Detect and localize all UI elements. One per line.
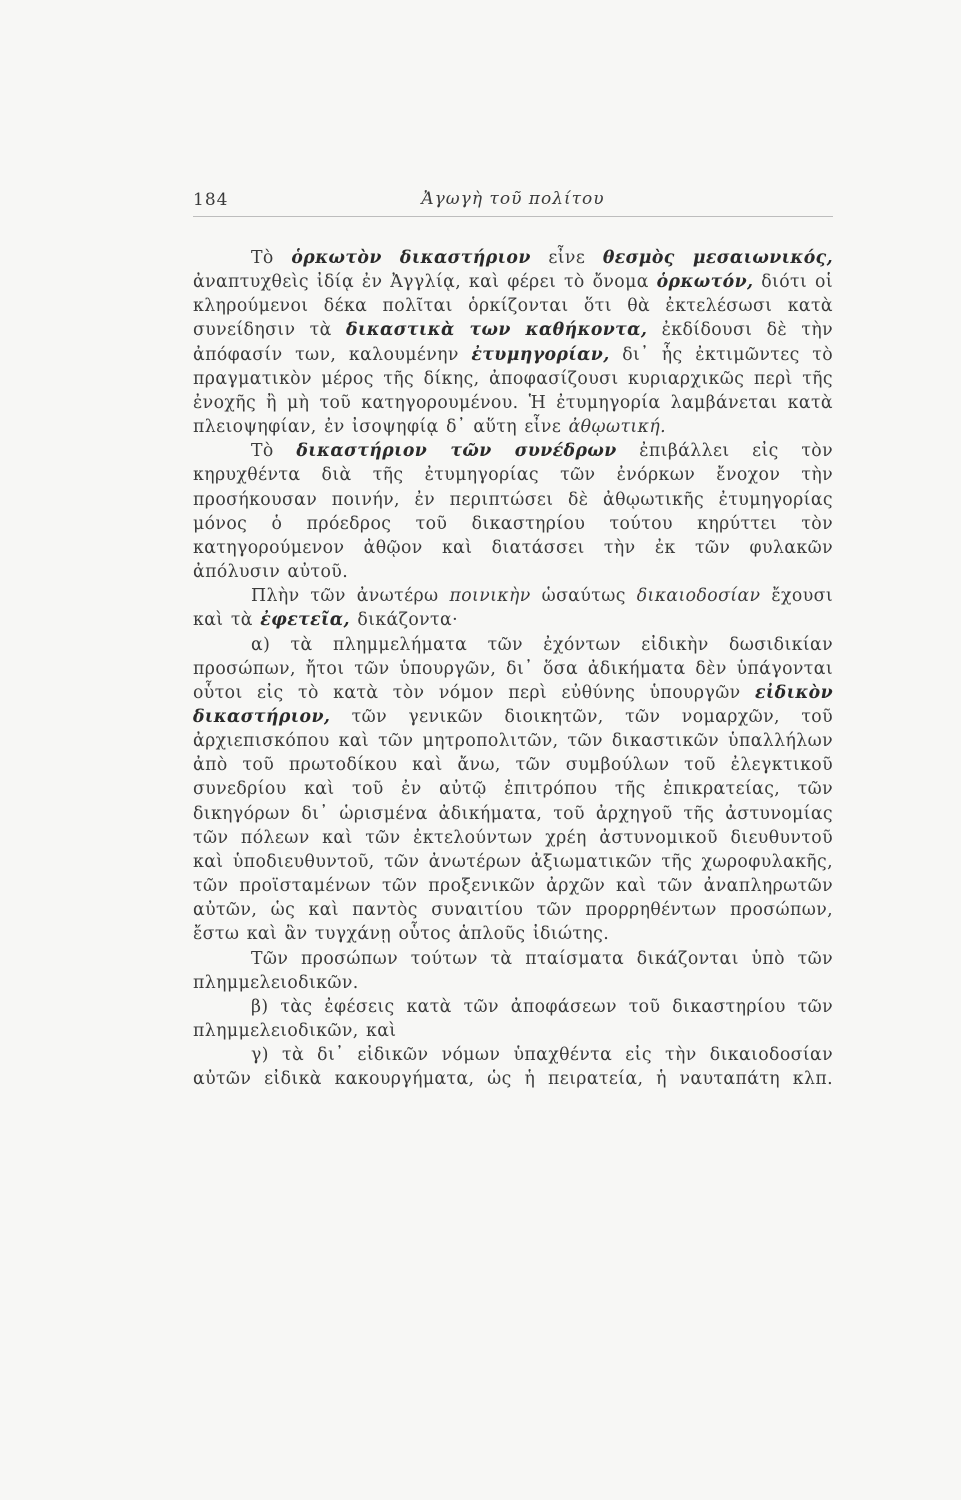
- paragraph-jury-court: [193, 246, 833, 439]
- running-title: Ἀγωγὴ τοῦ πολίτου: [421, 189, 605, 209]
- text-run: Τῶν προσώπων τούτων τὰ πταίσματα δικάζονται ὑπὸ τῶν πλημμελειοδικῶν.: [193, 948, 833, 993]
- text-run: εἶνε: [530, 248, 603, 268]
- text-run: α) τὰ πλημμελήματα τῶν ἐχόντων εἰδικὴν δωσιδικίαν προσώπων, ἤτοι τῶν ὑπουργῶν, δι᾽ ὅσα ἀδικήματα δὲν ὑπάγονται οὗτοι εἰς τὸ κατὰ τὸν νόμον περὶ εὐθύνης ὑπουργῶν: [193, 634, 833, 703]
- list-item-a: [193, 633, 833, 947]
- italic-term: δικαιοδοσίαν: [636, 586, 761, 607]
- emphasis-term: δικαστήριον τῶν συνέδρων: [296, 441, 617, 462]
- emphasis-term: ἐτυμηγορίαν,: [471, 344, 610, 365]
- text-body: [193, 246, 833, 1091]
- text-run: διότι οἱ κληρούμενοι δέκα πολῖται ὁρκίζονται ὅτι θὰ ἐκτελέσωσι κατὰ συνείδησιν τὰ: [193, 272, 833, 341]
- text-run: γ) τὰ δι᾽ εἰδικῶν νόμων ὑπαχθέντα εἰς τὴν δικαιοδοσίαν αὐτῶν εἰδικὰ κακουργήματα, ὡς ἡ πειρατεία, ἡ ναυταπάτη κλπ.: [193, 1045, 833, 1090]
- text-run: ὡσαύτως: [530, 586, 637, 607]
- text-run: Τὸ: [251, 441, 297, 462]
- page-number: 184: [193, 190, 229, 210]
- text-run: δικάζοντα·: [349, 610, 458, 631]
- paragraph-petty-offences: [193, 947, 833, 995]
- emphasis-term: θεσμὸς μεσαιωνικός,: [602, 248, 834, 268]
- emphasis-term: εἰδικὸν δικαστήριον,: [193, 682, 833, 727]
- text-run: ἐπιβάλλει εἰς τὸν κηρυχθέντα διὰ τῆς ἐτυμηγορίας τῶν ἐνόρκων ἔνοχον τὴν προσήκουσαν ποινήν, ἐν περιπτώσει δὲ ἀθῳωτικῆς ἐτυμηγορίας μόνος ὁ πρόεδρος τοῦ δικαστηρίου τούτου κηρύττει τὸν κατηγορούμενον ἀθῷον καὶ διατάσσει τὴν ἐκ τῶν φυλακῶν ἀπόλυσιν αὐτοῦ.: [193, 441, 834, 583]
- text-run: ἀναπτυχθεὶς ἰδίᾳ ἐν Ἀγγλίᾳ, καὶ φέρει τὸ ὄνομα: [193, 272, 657, 293]
- text-run: ἔχουσι καὶ τὰ: [193, 586, 833, 631]
- paragraph-assize-court: [193, 439, 833, 584]
- emphasis-term: δικαστικὰ των καθήκοντα,: [345, 320, 648, 341]
- paragraph-appeal-courts: [193, 584, 833, 632]
- text-run: Τὸ: [251, 248, 292, 268]
- page-header: [193, 186, 833, 217]
- list-item-b: [193, 995, 833, 1043]
- emphasis-term: ὁρκωτὸν δικαστήριον: [291, 248, 531, 268]
- text-run: β) τὰς ἐφέσεις κατὰ τῶν ἀποφάσεων τοῦ δικαστηρίου τῶν πλημμελειοδικῶν, καὶ: [193, 996, 833, 1041]
- list-item-c: [193, 1043, 833, 1091]
- text-run: τῶν γενικῶν διοικητῶν, τῶν νομαρχῶν, τοῦ ἀρχιεπισκόπου καὶ τῶν μητροπολιτῶν, τῶν δικαστικῶν ὑπαλλήλων ἀπὸ τοῦ πρωτοδίκου καὶ ἄνω, τῶν συμβούλων τοῦ ἐλεγκτικοῦ συνεδρίου καὶ τοῦ ἐν αὐτῷ ἐπιτρόπου τῆς ἐπικρατείας, τῶν δικηγόρων δι᾽ ὡρισμένα ἀδικήματα, τοῦ ἀρχηγοῦ τῆς ἀστυνομίας τῶν πόλεων καὶ τῶν ἐκτελούντων χρέη ἀστυνομικοῦ διευθυντοῦ καὶ ὑποδιευθυντοῦ, τῶν ἀνωτέρων ἀξιωματικῶν τῆς χωροφυλακῆς, τῶν προϊσταμένων τῶν προξενικῶν ἀρχῶν καὶ τῶν ἀναπληρωτῶν αὐτῶν, ὡς καὶ παντὸς συναιτίου τῶν προρρηθέντων προσώπων, ἔστω καὶ ἂν τυγχάνῃ οὗτος ἁπλοῦς ἰδιώτης.: [193, 706, 833, 945]
- emphasis-term: ὁρκωτόν,: [656, 272, 754, 293]
- text-run: δι᾽ ἧς ἐκτιμῶντες τὸ πραγματικὸν μέρος τῆς δίκης, ἀποφασίζουσι κυριαρχικῶς περὶ τῆς ἐνοχῆς ἢ μὴ τοῦ κατηγορουμένου. Ἡ ἐτυμηγορία λαμβάνεται κατὰ πλειοψηφίαν, ἐν ἰσοψηφίᾳ δ᾽ αὕτη εἶνε: [193, 344, 833, 438]
- text-run: ἐκδίδουσι δὲ τὴν ἀπόφασίν των, καλουμένην: [193, 320, 833, 365]
- text-run: Πλὴν τῶν ἀνωτέρω: [251, 586, 450, 607]
- emphasis-term: ἐφετεῖα,: [260, 610, 350, 631]
- italic-term: ἀθῳωτική.: [568, 417, 666, 438]
- italic-term: ποινικὴν: [449, 586, 531, 607]
